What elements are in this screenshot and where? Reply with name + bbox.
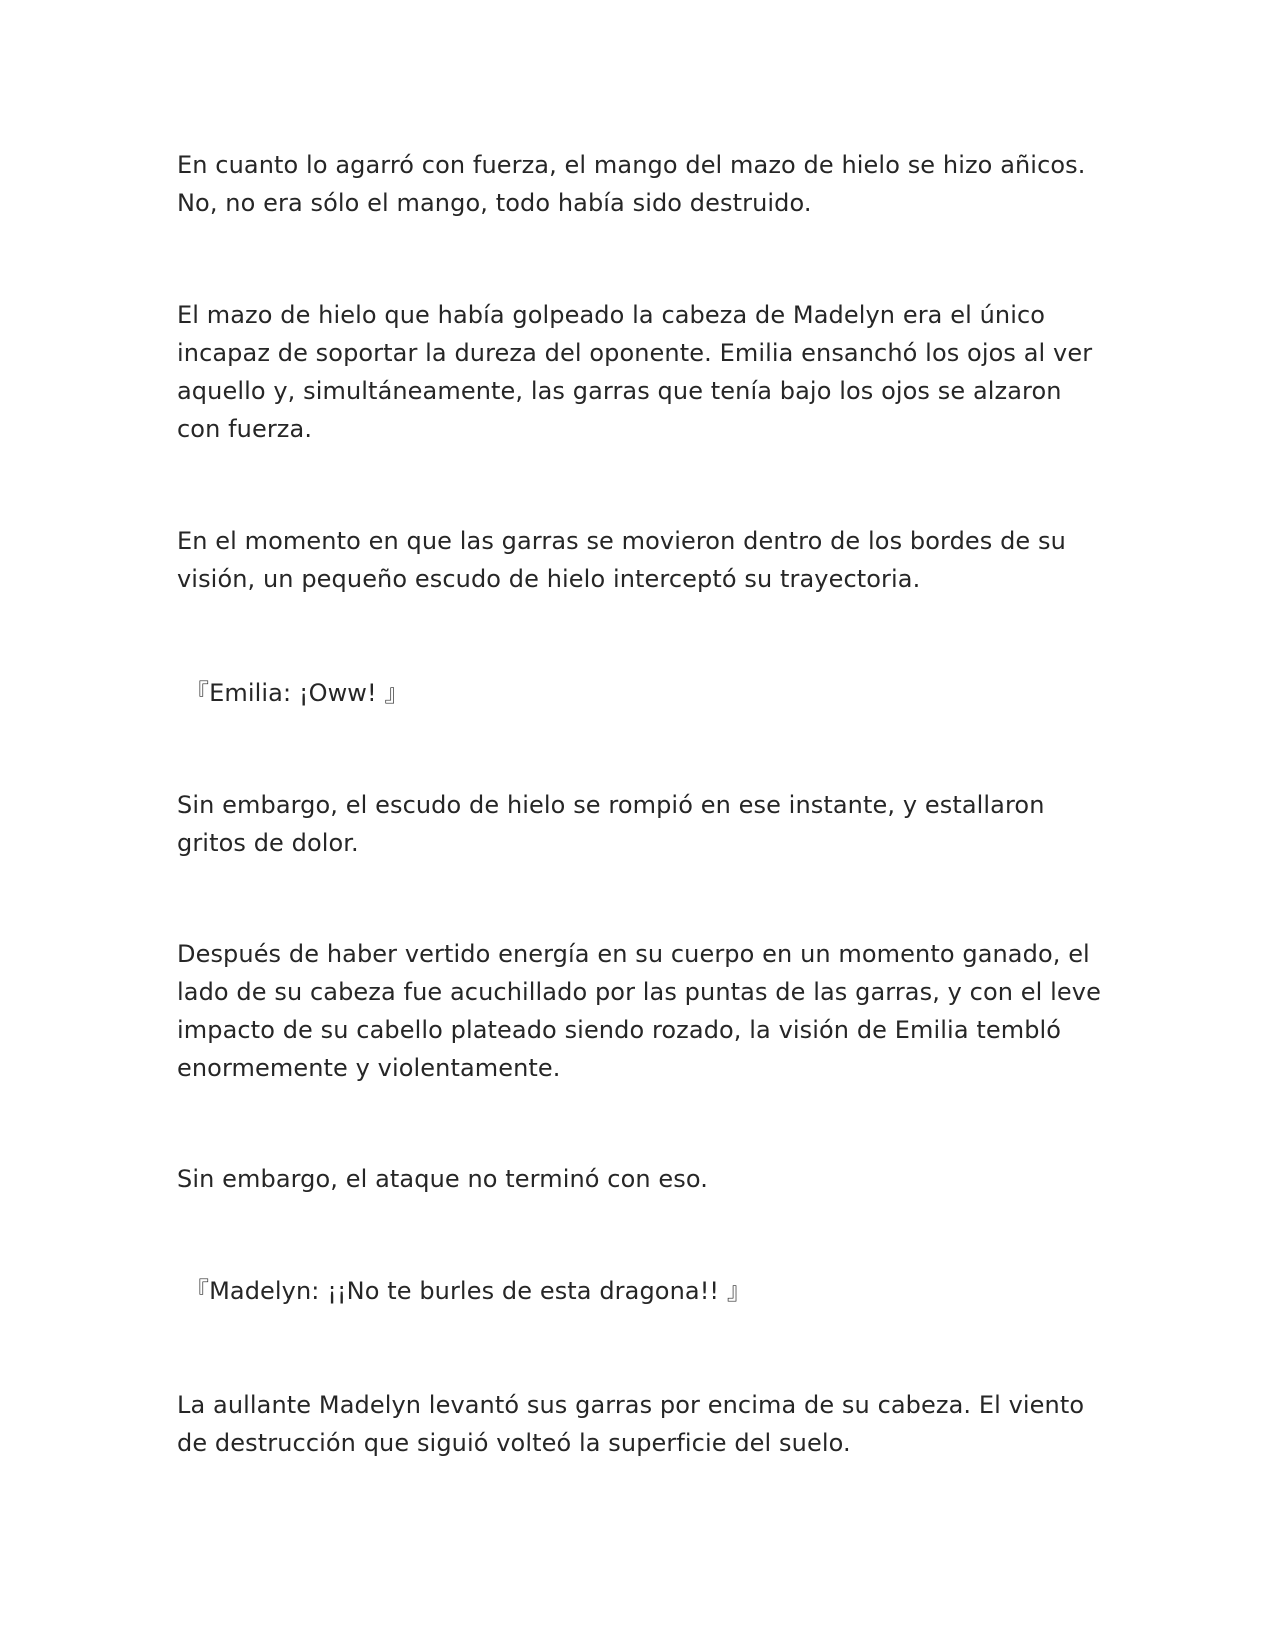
- paragraph-2: El mazo de hielo que había golpeado la cabeza de Madelyn era el único incapaz de soportar la dureza del oponente. Emilia ensanchó los ojos al ver aquello y, simultáneamente, las garras que tenía bajo los ojos se alzaron con fuerza.: [177, 301, 1093, 443]
- paragraph-1: En cuanto lo agarró con fuerza, el mango del mazo de hielo se hizo añicos. No, no era sólo el mango, todo había sido destruido.: [177, 151, 1086, 217]
- paragraph-7: La aullante Madelyn levantó sus garras por encima de su cabeza. El viento de destrucción que siguió volteó la superficie del suelo.: [177, 1391, 1085, 1457]
- dialogue-madelyn: 『Madelyn: ¡¡No te burles de esta dragona!! 』: [185, 1277, 751, 1305]
- paragraph-3: En el momento en que las garras se movieron dentro de los bordes de su visión, un pequeño escudo de hielo interceptó su trayectoria.: [177, 527, 1066, 593]
- dialogue-emilia: 『Emilia: ¡Oww! 』: [185, 679, 409, 707]
- paragraph-6: Sin embargo, el ataque no terminó con eso.: [177, 1165, 708, 1193]
- paragraph-5: Después de haber vertido energía en su cuerpo en un momento ganado, el lado de su cabeza fue acuchillado por las puntas de las garras, y con el leve impacto de su cabello plateado siendo rozado, la visión de Emilia tembló enormemente y violentamente.: [177, 940, 1101, 1082]
- paragraph-4: Sin embargo, el escudo de hielo se rompió en ese instante, y estallaron gritos de dolor.: [177, 791, 1045, 857]
